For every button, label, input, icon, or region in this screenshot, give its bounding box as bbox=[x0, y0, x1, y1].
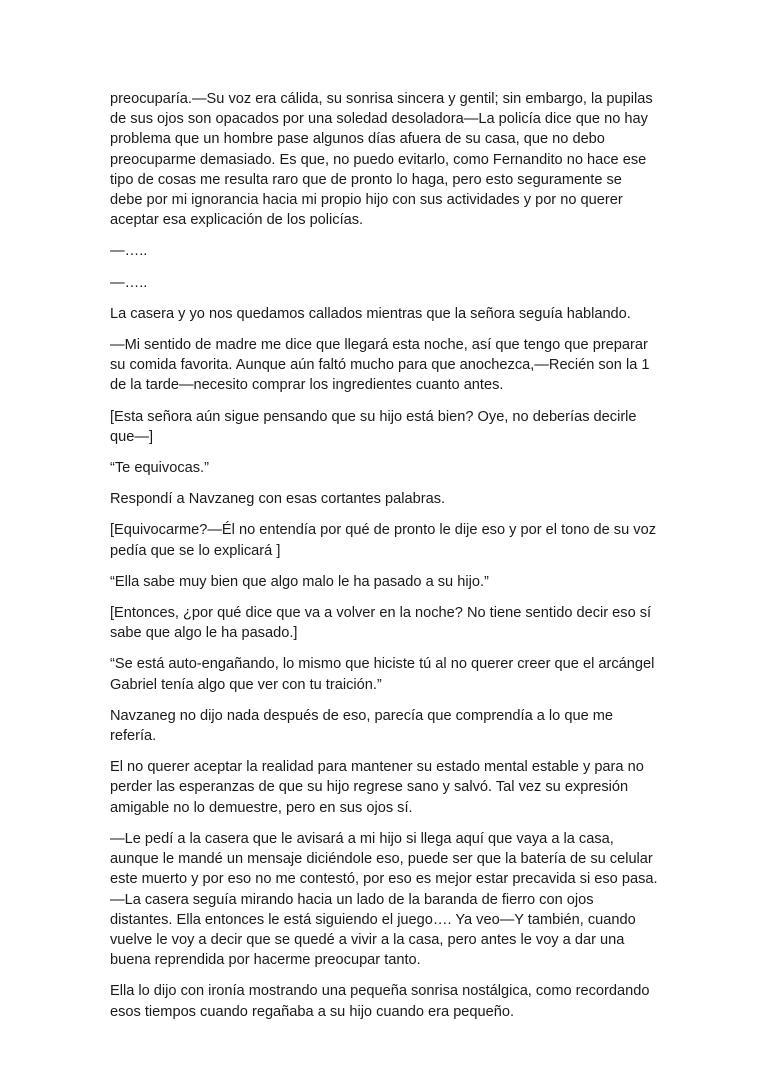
paragraph-7: “Te equivocas.” bbox=[110, 460, 209, 477]
paragraph-12: “Se está auto-engañando, lo mismo que hiciste tú al no querer creer que el arcángel Gabriel tenía algo que ver con tu traición.” bbox=[110, 656, 655, 693]
paragraph-2: —….. bbox=[110, 243, 148, 260]
paragraph-11: [Entonces, ¿por qué dice que va a volver en la noche? No tiene sentido decir eso sí sabe que algo le ha pasado.] bbox=[110, 605, 652, 642]
paragraph-8: Respondí a Navzaneg con esas cortantes palabras. bbox=[110, 491, 446, 508]
paragraph-10: “Ella sabe muy bien que algo malo le ha pasado a su hijo.” bbox=[110, 573, 489, 590]
paragraph-14: El no querer aceptar la realidad para mantener su estado mental estable y para no perder las esperanzas de que su hijo regrese sano y salvó. Tal vez su expresión amigable no lo demuestre, pero en sus ojos sí. bbox=[110, 759, 644, 816]
paragraph-4: La casera y yo nos quedamos callados mientras que la señora seguía hablando. bbox=[110, 305, 631, 322]
paragraph-13: Navzaneg no dijo nada después de eso, parecía que comprendía a lo que me refería. bbox=[110, 707, 614, 745]
paragraph-5: —Mi sentido de madre me dice que llegará esta noche, así que tengo que preparar su comida favorita. Aunque aún faltó mucho para que anochezca,—Recién son la 1 de la tarde—necesito comprar los ingredientes cuanto antes. bbox=[110, 337, 650, 394]
paragraph-3: —….. bbox=[110, 274, 148, 291]
paragraph-16: Ella lo dijo con ironía mostrando una pequeña sonrisa nostálgica, como recordando esos tiempos cuando regañaba a su hijo cuando era pequeño. bbox=[110, 983, 650, 1020]
paragraph-15: —Le pedí a la casera que le avisará a mi hijo si llega aquí que vaya a la casa, aunque le mandé un mensaje diciéndole eso, puede ser que la batería de su celular este muerto y por eso no me contestó, por eso es mejor estar precavida si eso pasa.—La casera seguía mirando hacia un lado de la baranda de fierro con ojos distantes. Ella entonces le está siguiendo el juego…. Ya veo—Y también, cuando vuelve le voy a decir que se quedé a vivir a la casa, pero antes le voy a dar una buena reprendida por hacerme preocupar tanto. bbox=[110, 830, 658, 969]
paragraph-1: preocuparía.—Su voz era cálida, su sonrisa sincera y gentil; sin embargo, la pupilas de sus ojos son opacados por una soledad desoladora—La policía dice que no hay problema que un hombre pase algunos días afuera de su casa, que no debo preocuparme demasiado. Es que, no puedo evitarlo, como Fernandito no hace ese tipo de cosas me resulta raro que de pronto lo haga, pero esto seguramente se debe por mi ignorancia hacia mi propio hijo con sus actividades y por no querer aceptar esa explicación de los policías. bbox=[110, 91, 653, 229]
paragraph-9: [Equivocarme?—Él no entendía por qué de pronto le dije eso y por el tono de su voz pedía que se lo explicará ] bbox=[110, 522, 656, 559]
paragraph-6: [Esta señora aún sigue pensando que su hijo está bien? Oye, no deberías decirle que—] bbox=[110, 408, 637, 445]
body-text bbox=[110, 89, 658, 1033]
